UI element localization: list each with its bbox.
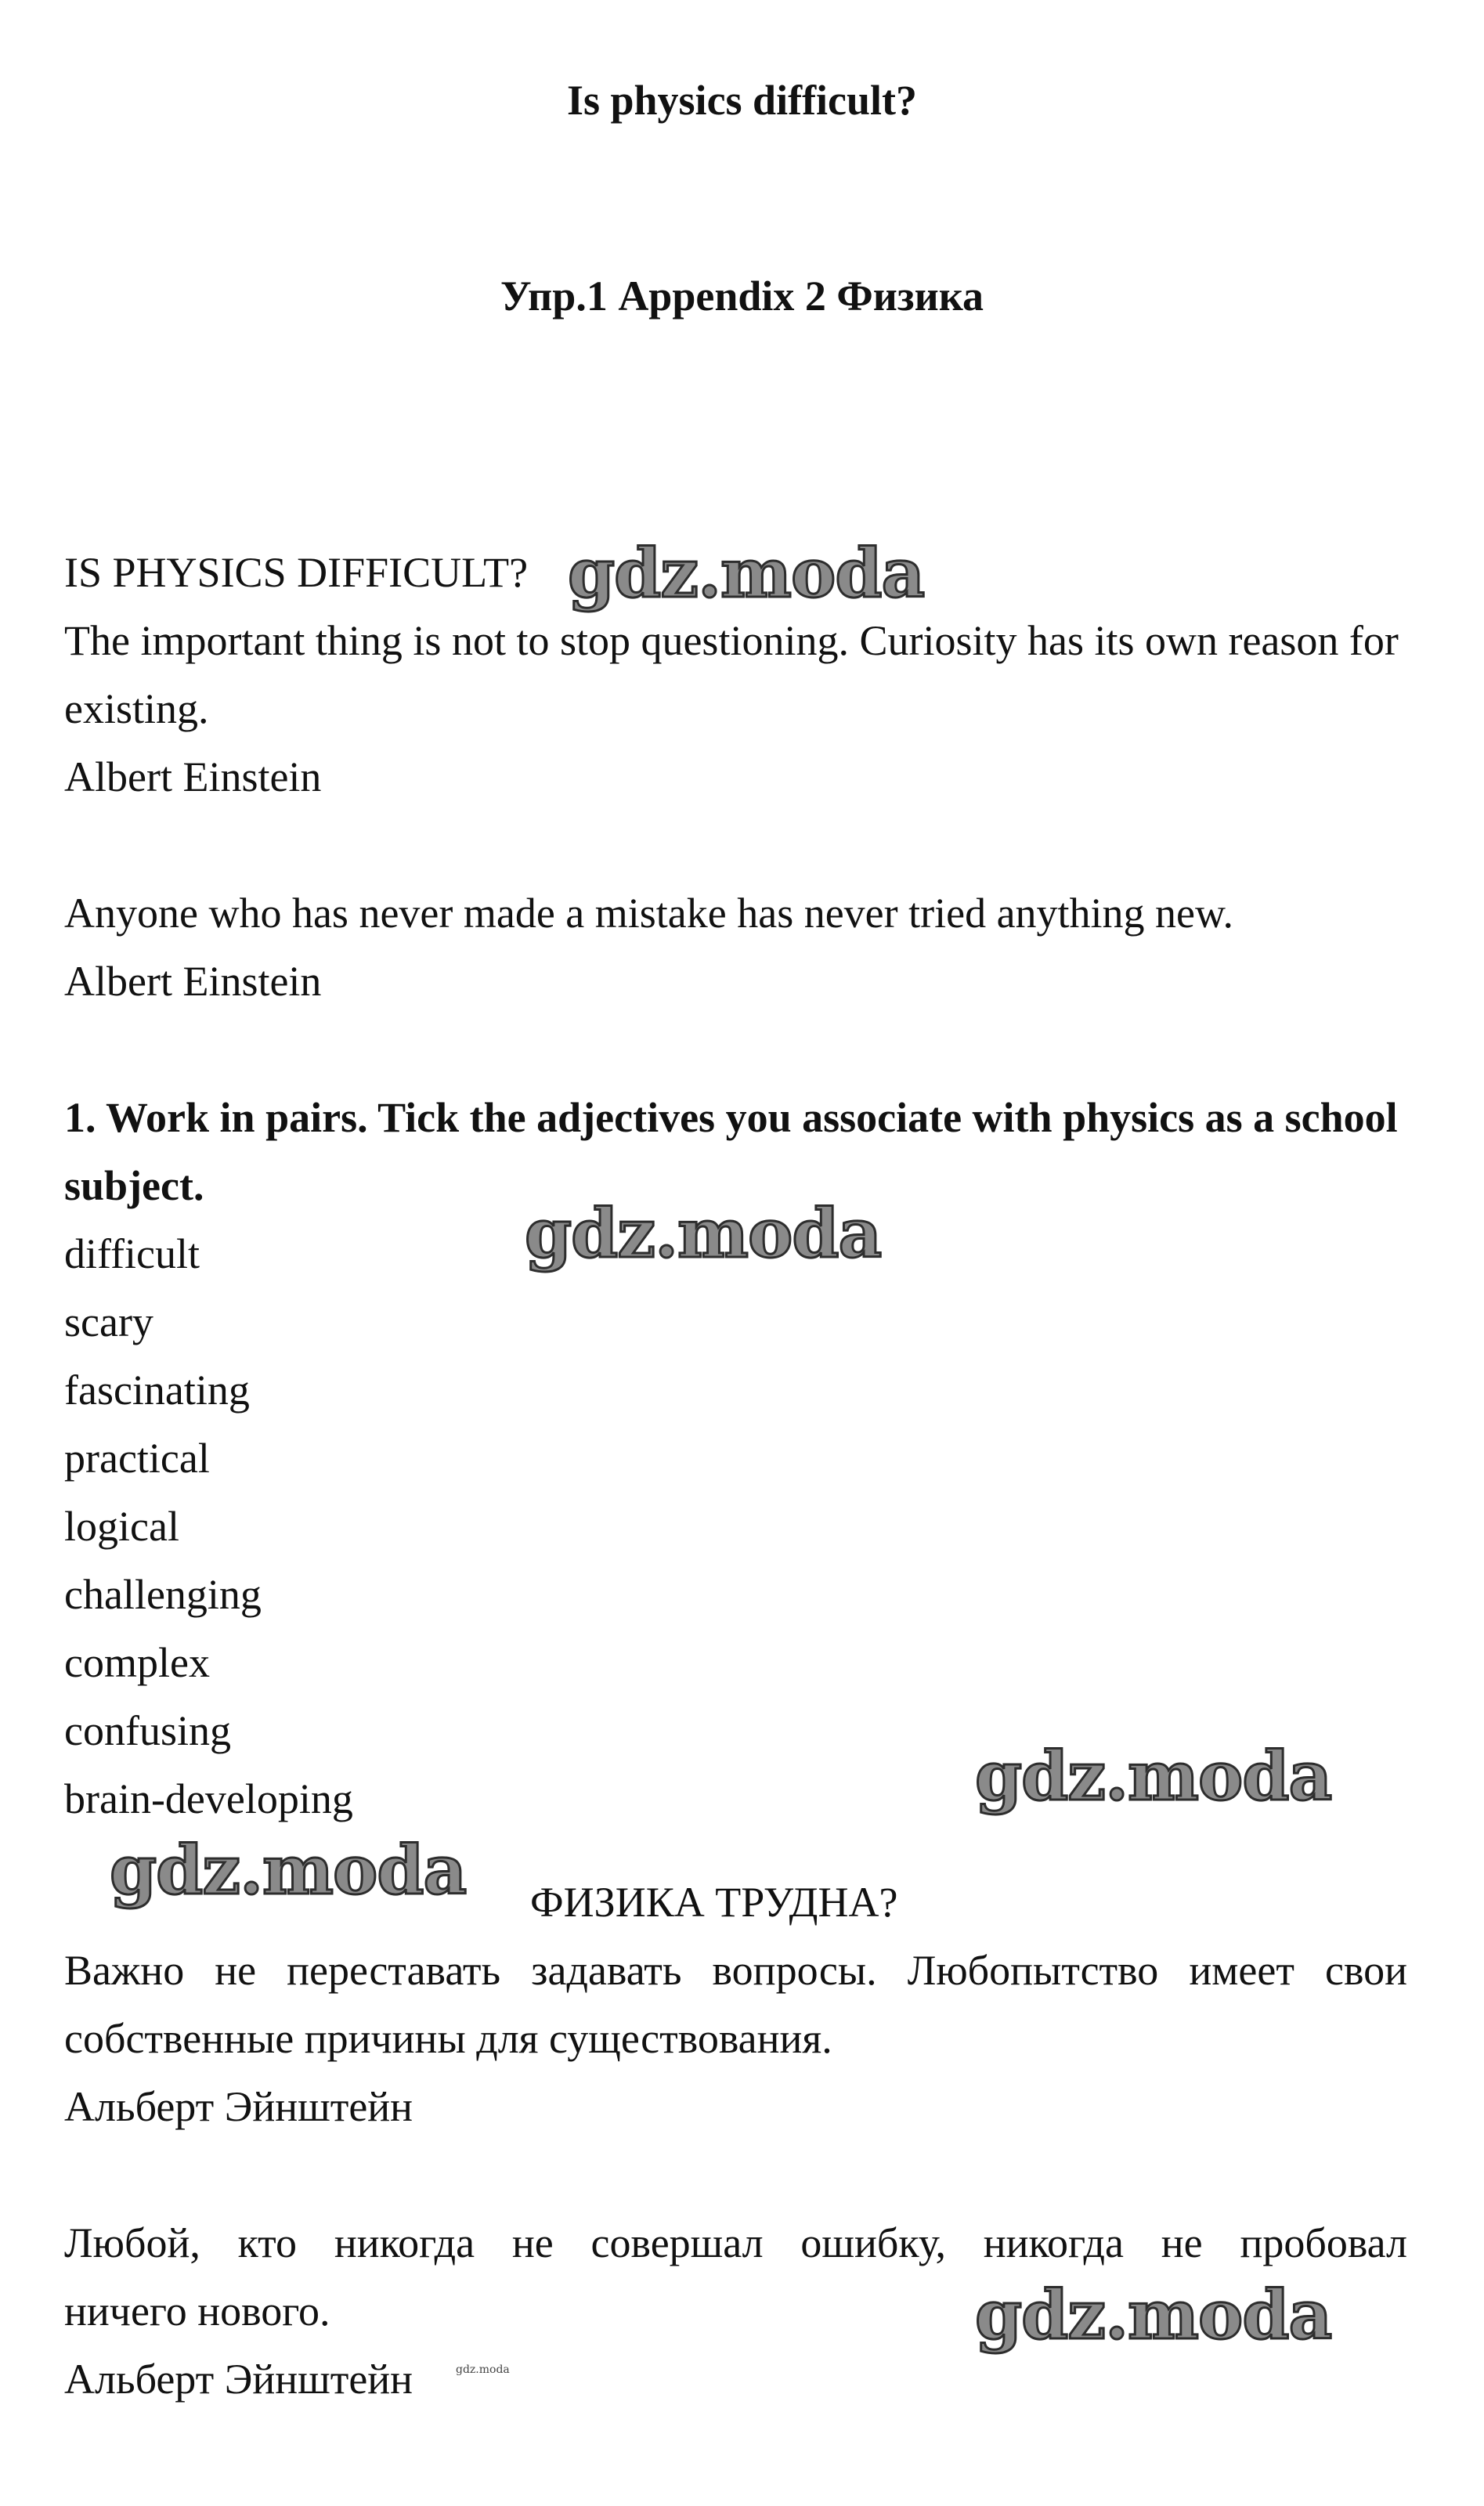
- russian-quote-1-line-1: Важно не переставать задавать вопросы. Любопытство имеет свои: [64, 1947, 1407, 1994]
- adjective-item: challenging: [64, 1571, 262, 1618]
- russian-quote-2-line-2: ничего нового.: [64, 2288, 330, 2334]
- adjective-item: practical: [64, 1435, 210, 1482]
- adjective-item: brain-developing: [64, 1775, 353, 1822]
- paragraph-gap: [64, 1016, 1419, 1084]
- paragraph-gap: [64, 2141, 1407, 2209]
- small-watermark: gdz.moda: [456, 2363, 510, 2376]
- english-quote-2: Anyone who has never made a mistake has never tried anything new.: [64, 890, 1234, 937]
- task-instruction: 1. Work in pairs. Tick the adjectives you associate with physics as a school subject.: [64, 1094, 1398, 1209]
- russian-quote-1-line-2: собственные причины для существования.: [64, 2015, 832, 2062]
- paragraph-gap: [64, 811, 1419, 879]
- russian-author-2: Альберт Эйнштейн: [64, 2356, 413, 2403]
- english-author-2: Albert Einstein: [64, 958, 322, 1005]
- english-heading: IS PHYSICS DIFFICULT?: [64, 549, 529, 596]
- adjective-item: difficult: [64, 1230, 200, 1277]
- russian-author-1: Альберт Эйнштейн: [64, 2083, 413, 2130]
- watermark: gdz.moda: [568, 534, 925, 613]
- adjective-item: fascinating: [64, 1367, 250, 1414]
- watermark: gdz.moda: [975, 2276, 1332, 2355]
- english-section: [64, 539, 1419, 1833]
- page-title: Is physics difficult?: [566, 77, 918, 124]
- adjective-item: scary: [64, 1298, 153, 1345]
- russian-quote-2-line-1: Любой, кто никогда не совершал ошибку, никогда не пробовал: [64, 2219, 1407, 2266]
- russian-heading: ФИЗИКА ТРУДНА?: [530, 1879, 898, 1926]
- watermark: gdz.moda: [110, 1831, 467, 1910]
- exercise-subtitle: Упр.1 Appendix 2 Физика: [500, 273, 984, 320]
- english-quote-1: The important thing is not to stop questioning. Curiosity has its own reason for existing.: [64, 617, 1399, 732]
- adjective-item: confusing: [64, 1707, 231, 1754]
- watermark: gdz.moda: [525, 1194, 882, 1273]
- adjective-item: logical: [64, 1503, 179, 1550]
- adjective-item: complex: [64, 1639, 210, 1686]
- watermark: gdz.moda: [975, 1737, 1332, 1816]
- english-author-1: Albert Einstein: [64, 753, 322, 800]
